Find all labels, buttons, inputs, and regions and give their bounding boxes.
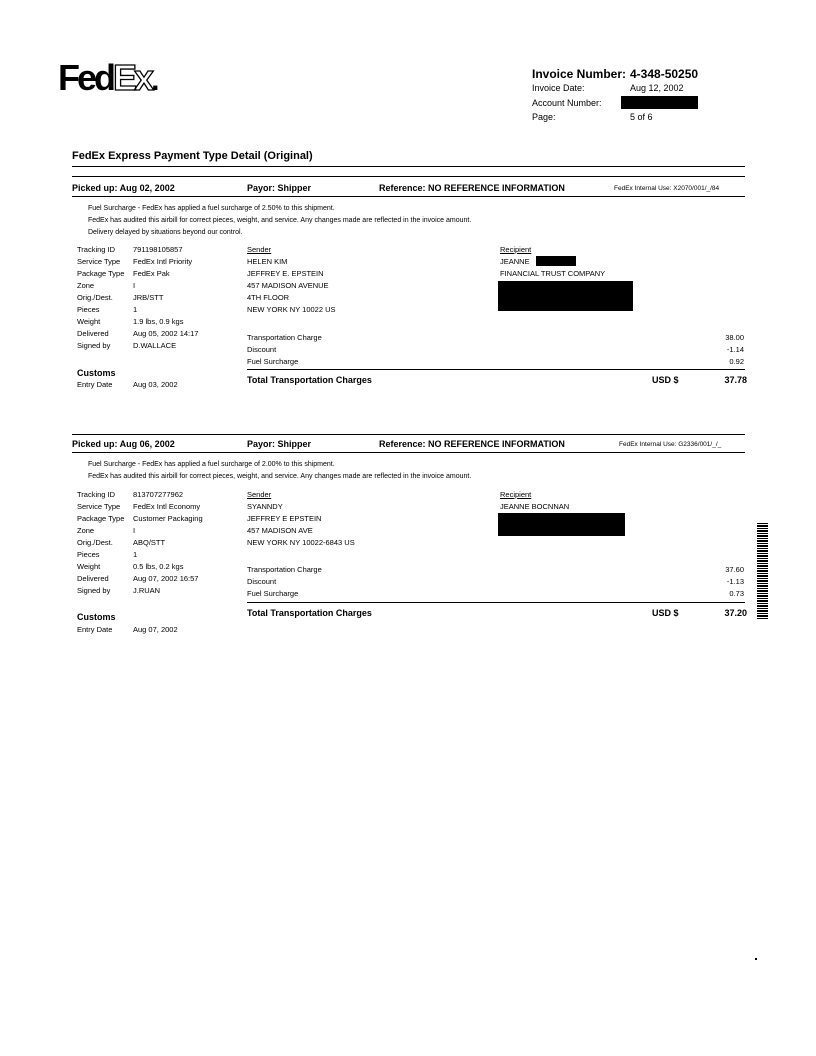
barcode: [757, 523, 768, 620]
field-value: FedEx Intl Economy: [133, 502, 201, 511]
invoice-number: 4-348-50250: [630, 67, 699, 81]
sender-label: Sender: [247, 245, 272, 254]
field-label: Service Type: [77, 257, 121, 266]
total-label: Total Transportation Charges: [247, 608, 372, 618]
charge-amount: -1.14: [726, 345, 744, 354]
field-label: Zone: [77, 281, 95, 290]
currency: USD $: [652, 608, 679, 618]
field-value: Aug 05, 2002 14:17: [133, 329, 199, 338]
divider: [72, 452, 745, 453]
field-label: Orig./Dest.: [77, 293, 113, 302]
recipient-line: JEANNE BOCNNAN: [500, 502, 570, 511]
field-value: 1.9 lbs, 0.9 kgs: [133, 317, 184, 326]
total-amount: 37.20: [724, 608, 747, 618]
divider: [72, 434, 745, 435]
charge-label: Transportation Charge: [247, 565, 322, 574]
total-amount: 37.78: [724, 375, 747, 385]
payor: Payor: Shipper: [247, 439, 312, 449]
note-line: FedEx has audited this airbill for correct pieces, weight, and service. Any changes made are reflected in the invoice amount.: [88, 217, 472, 224]
divider: [72, 196, 745, 197]
sender-line: 457 MADISON AVE: [247, 526, 313, 535]
sender-line: SYANNDY: [247, 502, 283, 511]
divider: [247, 369, 745, 370]
reference: Reference: NO REFERENCE INFORMATION: [379, 183, 565, 193]
customs-heading: Customs: [77, 368, 116, 378]
sender-line: JEFFREY E. EPSTEIN: [247, 269, 324, 278]
sender-line: NEW YORK NY 10022-6843 US: [247, 538, 355, 547]
charge-label: Discount: [247, 577, 277, 586]
charge-amount: 38.00: [725, 333, 744, 342]
sender-label: Sender: [247, 490, 272, 499]
field-value: Customer Packaging: [133, 514, 203, 523]
field-label: Orig./Dest.: [77, 538, 113, 547]
recipient-label: Recipient: [500, 245, 532, 254]
field-value: 1: [133, 550, 138, 559]
divider: [72, 176, 745, 177]
field-value: I: [133, 526, 136, 535]
charge-amount: 0.92: [729, 357, 744, 366]
total-label: Total Transportation Charges: [247, 375, 372, 385]
page-label: Page:: [532, 112, 556, 122]
page-number: 5 of 6: [630, 112, 653, 122]
field-value: J.RUAN: [133, 586, 161, 595]
divider: [247, 602, 745, 603]
divider: [72, 166, 745, 167]
field-label: Weight: [77, 562, 101, 571]
entry-date: Aug 03, 2002: [133, 380, 178, 389]
field-value: JRB/STT: [133, 293, 164, 302]
invoice-date: Aug 12, 2002: [630, 83, 684, 93]
charge-label: Transportation Charge: [247, 333, 322, 342]
sender-line: 457 MADISON AVENUE: [247, 281, 329, 290]
tracking-id: 791198105857: [133, 245, 183, 254]
charge-amount: 0.73: [729, 589, 744, 598]
field-label: Package Type: [77, 514, 125, 523]
account-number-label: Account Number:: [532, 98, 602, 108]
redaction-bar: [621, 96, 698, 109]
field-value: 1: [133, 305, 138, 314]
sender-line: JEFFREY E EPSTEIN: [247, 514, 322, 523]
field-value: D.WALLACE: [133, 341, 177, 350]
currency: USD $: [652, 375, 679, 385]
field-label: Pieces: [77, 305, 100, 314]
document-title: FedEx Express Payment Type Detail (Original): [72, 150, 313, 162]
page-mark: [755, 958, 757, 960]
charge-amount: -1.13: [726, 577, 744, 586]
picked-up-date: Picked up: Aug 06, 2002: [72, 439, 175, 449]
field-value: I: [133, 281, 136, 290]
field-label: Signed by: [77, 341, 111, 350]
entry-date: Aug 07, 2002: [133, 625, 178, 634]
field-label: Weight: [77, 317, 101, 326]
field-value: FedEx Intl Priority: [133, 257, 193, 266]
field-label: Tracking ID: [77, 245, 116, 254]
internal-use: FedEx Internal Use: X2070/001/_/84: [614, 185, 720, 192]
charge-label: Fuel Surcharge: [247, 589, 299, 598]
field-label: Delivered: [77, 329, 109, 338]
charge-label: Fuel Surcharge: [247, 357, 299, 366]
field-label: Pieces: [77, 550, 100, 559]
charge-amount: 37.60: [725, 565, 744, 574]
note-line: Fuel Surcharge - FedEx has applied a fuel surcharge of 2.00% to this shipment.: [88, 461, 335, 468]
tracking-id: 813707277962: [133, 490, 184, 499]
recipient-label: Recipient: [500, 490, 532, 499]
field-label: Delivered: [77, 574, 109, 583]
internal-use: FedEx Internal Use: G2336/001/_/_: [619, 441, 722, 448]
sender-line: NEW YORK NY 10022 US: [247, 305, 336, 314]
field-label: Service Type: [77, 502, 121, 511]
field-label: Zone: [77, 526, 95, 535]
customs-heading: Customs: [77, 612, 116, 622]
invoice-number-label: Invoice Number:: [532, 67, 627, 81]
field-label: Package Type: [77, 269, 125, 278]
note-line: FedEx has audited this airbill for correct pieces, weight, and service. Any changes made are reflected in the invoice amount.: [88, 473, 472, 480]
field-label: Tracking ID: [77, 490, 116, 499]
field-value: 0.5 lbs, 0.2 kgs: [133, 562, 184, 571]
redaction-bar: [498, 281, 633, 311]
recipient-line: FINANCIAL TRUST COMPANY: [500, 269, 606, 278]
field-label: Signed by: [77, 586, 111, 595]
entry-date-label: Entry Date: [77, 380, 113, 389]
charge-label: Discount: [247, 345, 277, 354]
reference: Reference: NO REFERENCE INFORMATION: [379, 439, 565, 449]
redaction-bar: [536, 256, 576, 266]
recipient-line: JEANNE: [500, 257, 530, 266]
redaction-bar: [498, 513, 625, 536]
sender-line: 4TH FLOOR: [247, 293, 290, 302]
payor: Payor: Shipper: [247, 183, 312, 193]
note-line: Fuel Surcharge - FedEx has applied a fuel surcharge of 2.50% to this shipment.: [88, 205, 335, 212]
fedex-logo: FedEx.: [58, 57, 157, 98]
picked-up-date: Picked up: Aug 02, 2002: [72, 183, 175, 193]
field-value: FedEx Pak: [133, 269, 170, 278]
field-value: ABQ/STT: [133, 538, 166, 547]
invoice-date-label: Invoice Date:: [532, 83, 585, 93]
field-value: Aug 07, 2002 16:57: [133, 574, 199, 583]
entry-date-label: Entry Date: [77, 625, 113, 634]
sender-line: HELEN KIM: [247, 257, 288, 266]
note-line: Delivery delayed by situations beyond our control.: [88, 229, 243, 236]
